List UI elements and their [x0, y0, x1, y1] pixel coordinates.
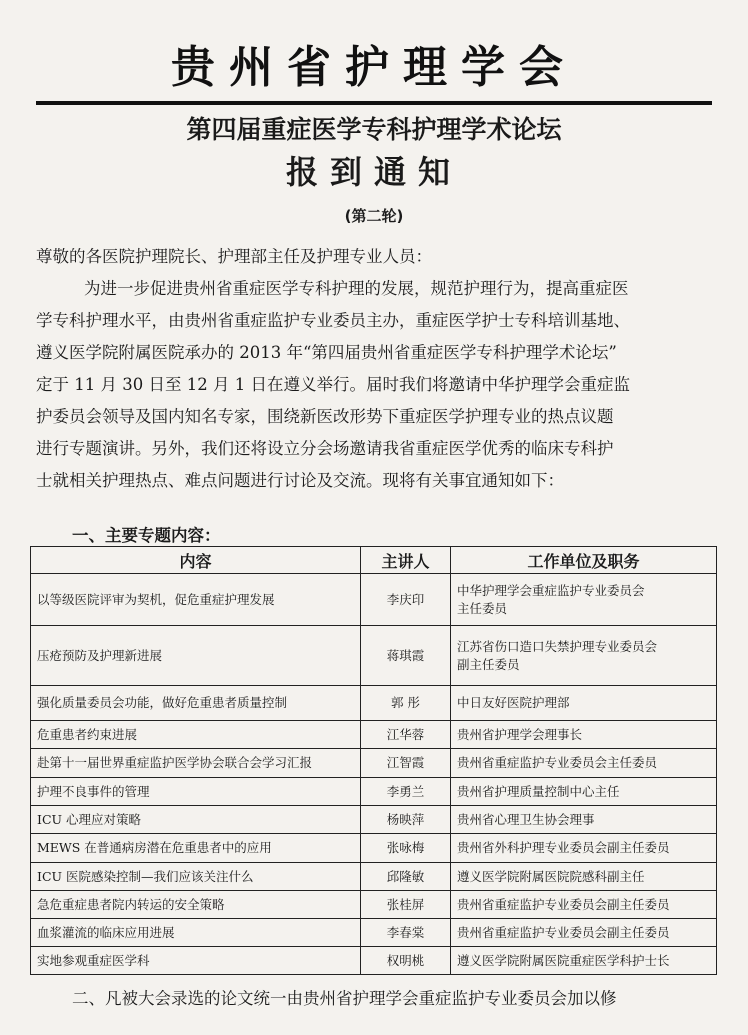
unit-line: 副主任委员 [457, 656, 520, 672]
topic-cell: 危重患者约束进展 [31, 721, 361, 749]
speaker-cell: 杨映萍 [361, 806, 451, 834]
speaker-cell: 邱隆敏 [361, 863, 451, 891]
topic-cell: MEWS 在普通病房潜在危重患者中的应用 [31, 834, 361, 863]
unit-cell: 贵州省重症监护专业委员会副主任委员 [451, 919, 717, 947]
table-row [31, 947, 717, 975]
table-row [31, 919, 717, 947]
unit-cell [451, 574, 717, 626]
body-paragraph-line: 士就相关护理热点、难点问题进行讨论及交流。现将有关事宜通知如下： [36, 471, 564, 490]
table-row [31, 626, 717, 686]
column-header-unit: 工作单位及职务 [451, 547, 717, 574]
body-paragraph-line: 进行专题演讲。另外，我们还将设立分会场邀请我省重症医学优秀的临床专科护 [36, 439, 614, 458]
forum-title: 第四届重症医学专科护理学术论坛 [186, 115, 562, 144]
topic-cell: 压疮预防及护理新进展 [31, 626, 361, 686]
speaker-cell: 张桂屏 [361, 891, 451, 919]
body-paragraph-line: 定于 11 月 30 日至 12 月 1 日在遵义举行。届时我们将邀请中华护理学会重症监 [36, 375, 630, 394]
body-paragraph-line: 为进一步促进贵州省重症医学专科护理的发展，规范护理行为，提高重症医 [84, 279, 629, 298]
body-paragraph-line: 护委员会领导及国内知名专家，围绕新医改形势下重症医学护理专业的热点议题 [36, 407, 614, 426]
column-header-speaker: 主讲人 [361, 547, 451, 574]
table-row [31, 891, 717, 919]
table-row [31, 749, 717, 778]
table-row [31, 806, 717, 834]
column-header-topic: 内容 [31, 547, 361, 574]
table-row [31, 721, 717, 749]
section-heading: 一、主要专题内容： [72, 526, 221, 545]
speaker-cell: 江智霞 [361, 749, 451, 778]
table-row [31, 686, 717, 721]
topic-cell: 血浆灌流的临床应用进展 [31, 919, 361, 947]
unit-cell: 遵义医学院附属医院院感科副主任 [451, 863, 717, 891]
speaker-cell: 张咏梅 [361, 834, 451, 863]
body-paragraph-line: 学专科护理水平，由贵州省重症监护专业委员主办，重症医学护士专科培训基地、 [36, 311, 630, 330]
table-row [31, 574, 717, 626]
unit-cell: 遵义医学院附属医院重症医学科护士长 [451, 947, 717, 975]
unit-cell: 贵州省重症监护专业委员会主任委员 [451, 749, 717, 778]
topic-cell: 赴第十一届世界重症监护医学协会联合会学习汇报 [31, 749, 361, 778]
header-rule [36, 101, 712, 105]
topic-cell: ICU 医院感染控制—我们应该关注什么 [31, 863, 361, 891]
unit-line: 中华护理学会重症监护专业委员会 [457, 582, 645, 598]
speaker-cell: 李春棠 [361, 919, 451, 947]
unit-cell: 中日友好医院护理部 [451, 686, 717, 721]
unit-cell: 贵州省护理学会理事长 [451, 721, 717, 749]
unit-line: 江苏省伤口造口失禁护理专业委员会 [457, 638, 658, 654]
unit-cell [451, 626, 717, 686]
unit-cell: 贵州省外科护理专业委员会副主任委员 [451, 834, 717, 863]
topic-cell: 护理不良事件的管理 [31, 778, 361, 806]
speaker-cell: 李庆印 [361, 574, 451, 626]
speaker-cell: 郭 彤 [361, 686, 451, 721]
unit-cell: 贵州省重症监护专业委员会副主任委员 [451, 891, 717, 919]
body-paragraph-line: 遵义医学院附属医院承办的 2013 年“第四届贵州省重症医学专科护理学术论坛” [36, 343, 617, 362]
topic-cell: 实地参观重症医学科 [31, 947, 361, 975]
topics-table [30, 546, 717, 975]
speaker-cell: 江华蓉 [361, 721, 451, 749]
table-row [31, 834, 717, 863]
notice-title: 报到通知 [285, 153, 462, 191]
unit-cell: 贵州省心理卫生协会理事 [451, 806, 717, 834]
org-title: 贵州省护理学会 [171, 42, 577, 93]
topics-table-wrapper [30, 546, 716, 975]
speaker-cell: 蒋琪霞 [361, 626, 451, 686]
topic-cell: 急危重症患者院内转运的安全策略 [31, 891, 361, 919]
topic-cell: 以等级医院评审为契机，促危重症护理发展 [31, 574, 361, 626]
round-label: (第二轮) [344, 207, 404, 225]
unit-line: 主任委员 [457, 600, 508, 616]
topic-cell: 强化质量委员会功能，做好危重患者质量控制 [31, 686, 361, 721]
section-two-line: 二、凡被大会录选的论文统一由贵州省护理学会重症监护专业委员会加以修 [72, 989, 617, 1008]
table-row [31, 778, 717, 806]
table-row [31, 863, 717, 891]
speaker-cell: 权明桃 [361, 947, 451, 975]
salutation: 尊敬的各医院护理院长、护理部主任及护理专业人员： [36, 247, 432, 266]
speaker-cell: 李勇兰 [361, 778, 451, 806]
table-header-row [31, 547, 717, 574]
unit-cell: 贵州省护理质量控制中心主任 [451, 778, 717, 806]
topic-cell: ICU 心理应对策略 [31, 806, 361, 834]
